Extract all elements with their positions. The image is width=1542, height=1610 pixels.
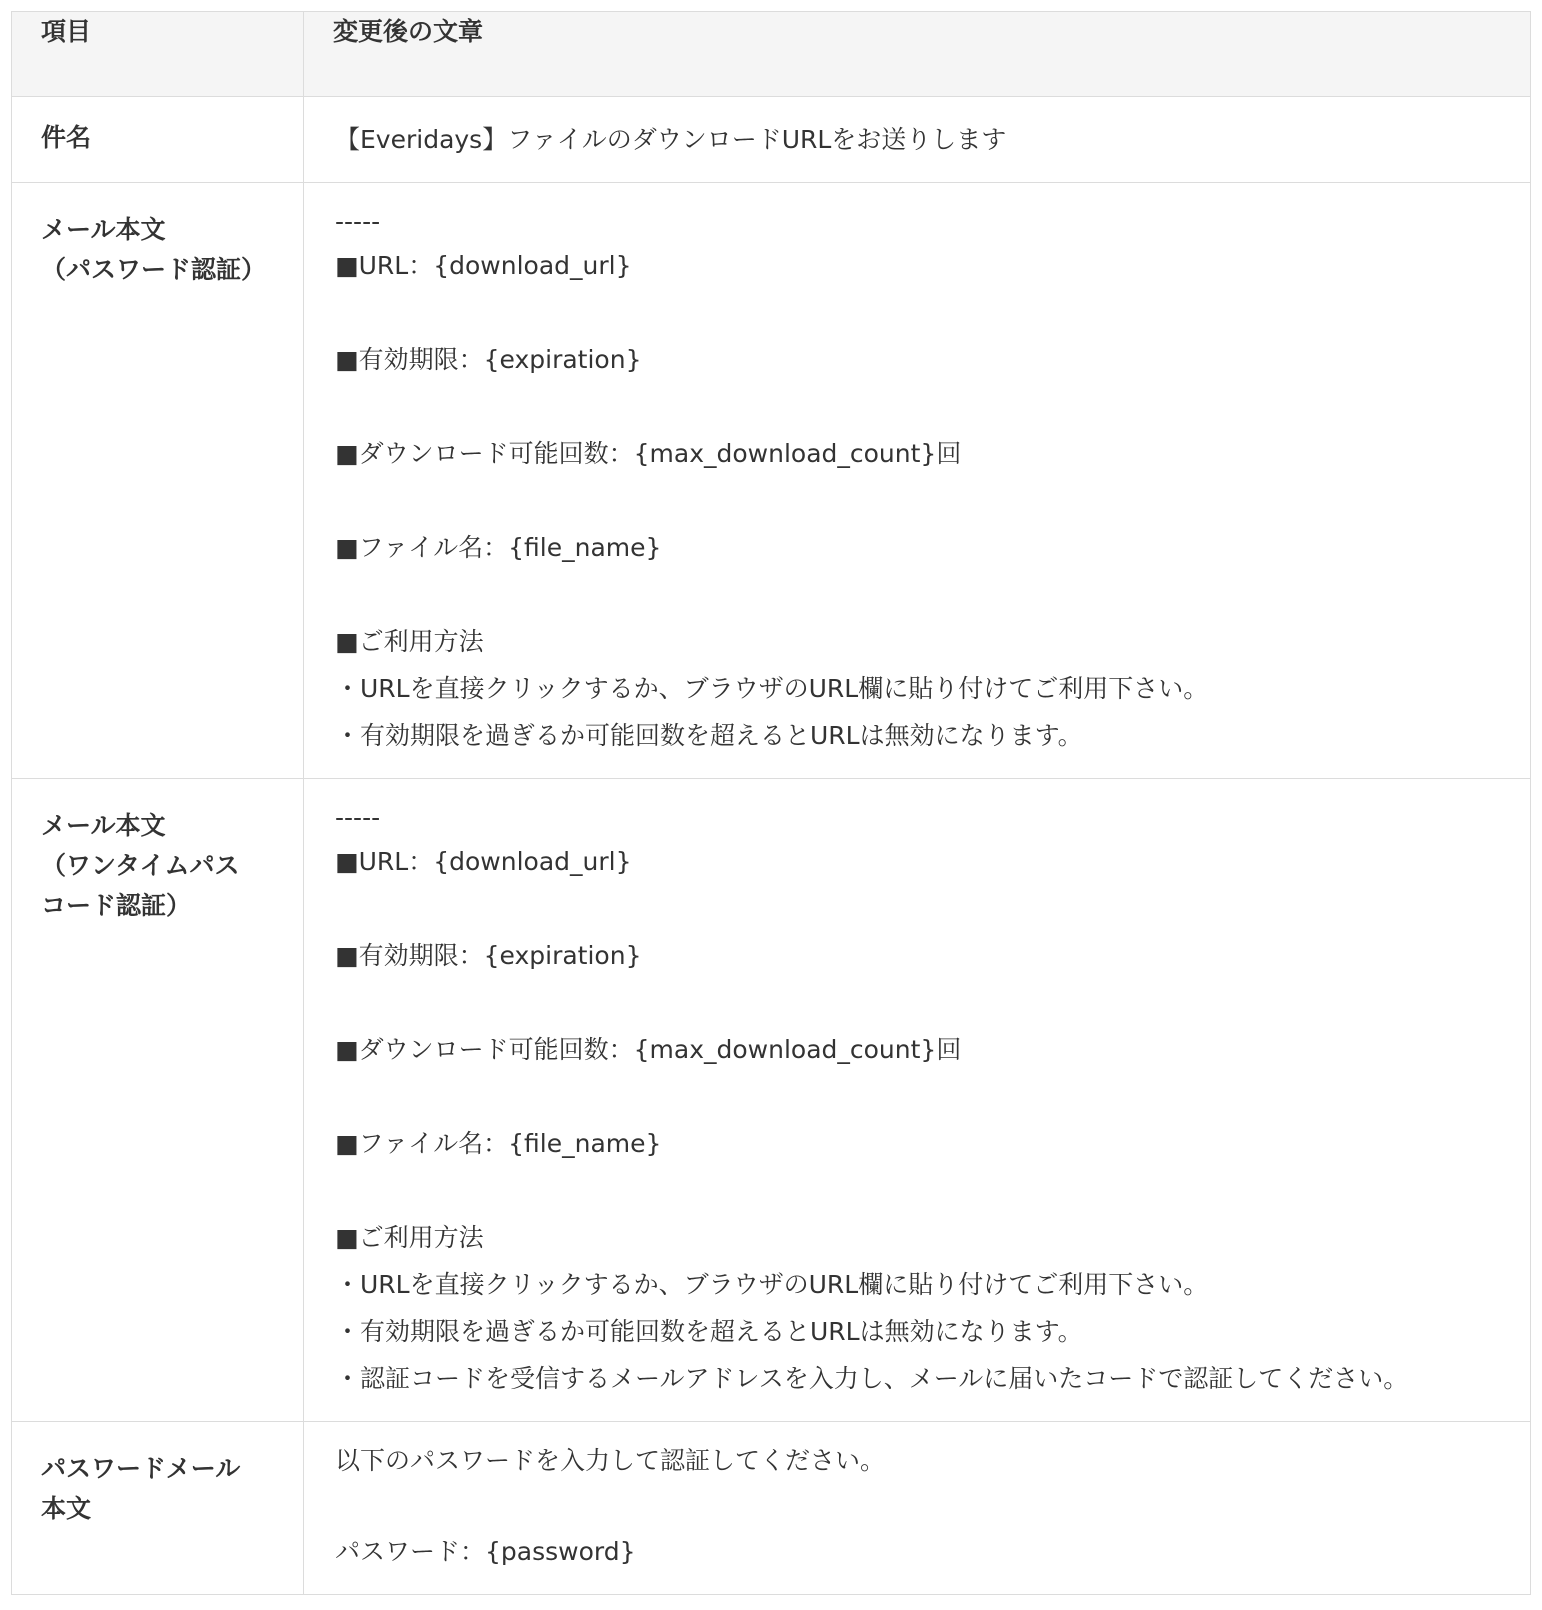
- label-line: メール本文: [41, 215, 166, 244]
- content-line: ・URLを直接クリックするか、ブラウザのURL欄に貼り付けてご利用下さい。: [335, 674, 1209, 703]
- row-label: [12, 1422, 304, 1595]
- content-line: ■ご利用方法: [335, 1223, 484, 1252]
- content-line: ・URLを直接クリックするか、ブラウザのURL欄に貼り付けてご利用下さい。: [335, 1270, 1209, 1299]
- document-container: [11, 11, 1530, 1595]
- content-line: [335, 1481, 1510, 1528]
- content-line: ■ファイル名：{file_name}: [335, 1129, 662, 1158]
- header-row: [12, 12, 1531, 97]
- content-line: -----: [335, 803, 381, 832]
- header-changed-text: 変更後の文章: [304, 12, 1531, 97]
- content-line: パスワード：{password}: [335, 1537, 636, 1566]
- row-content: [304, 779, 1531, 1422]
- content-line: [335, 383, 1510, 430]
- content-line: [335, 979, 1510, 1026]
- content-line: -----: [335, 207, 381, 236]
- label-line: 本文: [41, 1494, 92, 1523]
- content-line: 【Everidays】ファイルのダウンロードURLをお送りします: [335, 125, 1007, 154]
- content-line: [335, 571, 1510, 618]
- row-label: [12, 779, 304, 1422]
- label-line: （パスワード認証）: [41, 255, 267, 284]
- header-item: 項目: [12, 12, 304, 97]
- table-row-subject: [12, 97, 1531, 183]
- row-content: [304, 1422, 1531, 1595]
- content-line: ■有効期限：{expiration}: [335, 941, 642, 970]
- table-row-password-mail-body: [12, 1422, 1531, 1595]
- label-line: 件名: [41, 123, 92, 152]
- content-line: ■ファイル名：{file_name}: [335, 533, 662, 562]
- content-line: [335, 1167, 1510, 1214]
- content-line: [335, 1073, 1510, 1120]
- row-label: [12, 97, 304, 183]
- label-line: メール本文: [41, 811, 166, 840]
- content-line: ■ダウンロード可能回数：{max_download_count}回: [335, 1035, 962, 1064]
- content-line: ■ご利用方法: [335, 627, 484, 656]
- content-line: ■有効期限：{expiration}: [335, 345, 642, 374]
- content-line: ・有効期限を過ぎるか可能回数を超えるとURLは無効になります。: [335, 721, 1083, 750]
- row-content: [304, 97, 1531, 183]
- label-line: （ワンタイムパス: [41, 851, 240, 880]
- change-table: [11, 11, 1531, 1595]
- content-line: ■URL：{download_url}: [335, 847, 632, 876]
- label-line: コード認証）: [41, 891, 192, 920]
- row-content: [304, 183, 1531, 779]
- content-line: ・有効期限を過ぎるか可能回数を超えるとURLは無効になります。: [335, 1317, 1083, 1346]
- content-line: [335, 885, 1510, 932]
- content-line: [335, 477, 1510, 524]
- table-row-otp-auth-body: [12, 779, 1531, 1422]
- row-label: [12, 183, 304, 779]
- content-line: [335, 289, 1510, 336]
- content-line: ■URL：{download_url}: [335, 251, 632, 280]
- table-row-password-auth-body: [12, 183, 1531, 779]
- label-line: パスワードメール: [41, 1454, 241, 1483]
- content-line: ■ダウンロード可能回数：{max_download_count}回: [335, 439, 962, 468]
- content-line: 以下のパスワードを入力して認証してください。: [335, 1446, 886, 1475]
- content-line: ・認証コードを受信するメールアドレスを入力し、メールに届いたコードで認証してください。: [335, 1364, 1409, 1393]
